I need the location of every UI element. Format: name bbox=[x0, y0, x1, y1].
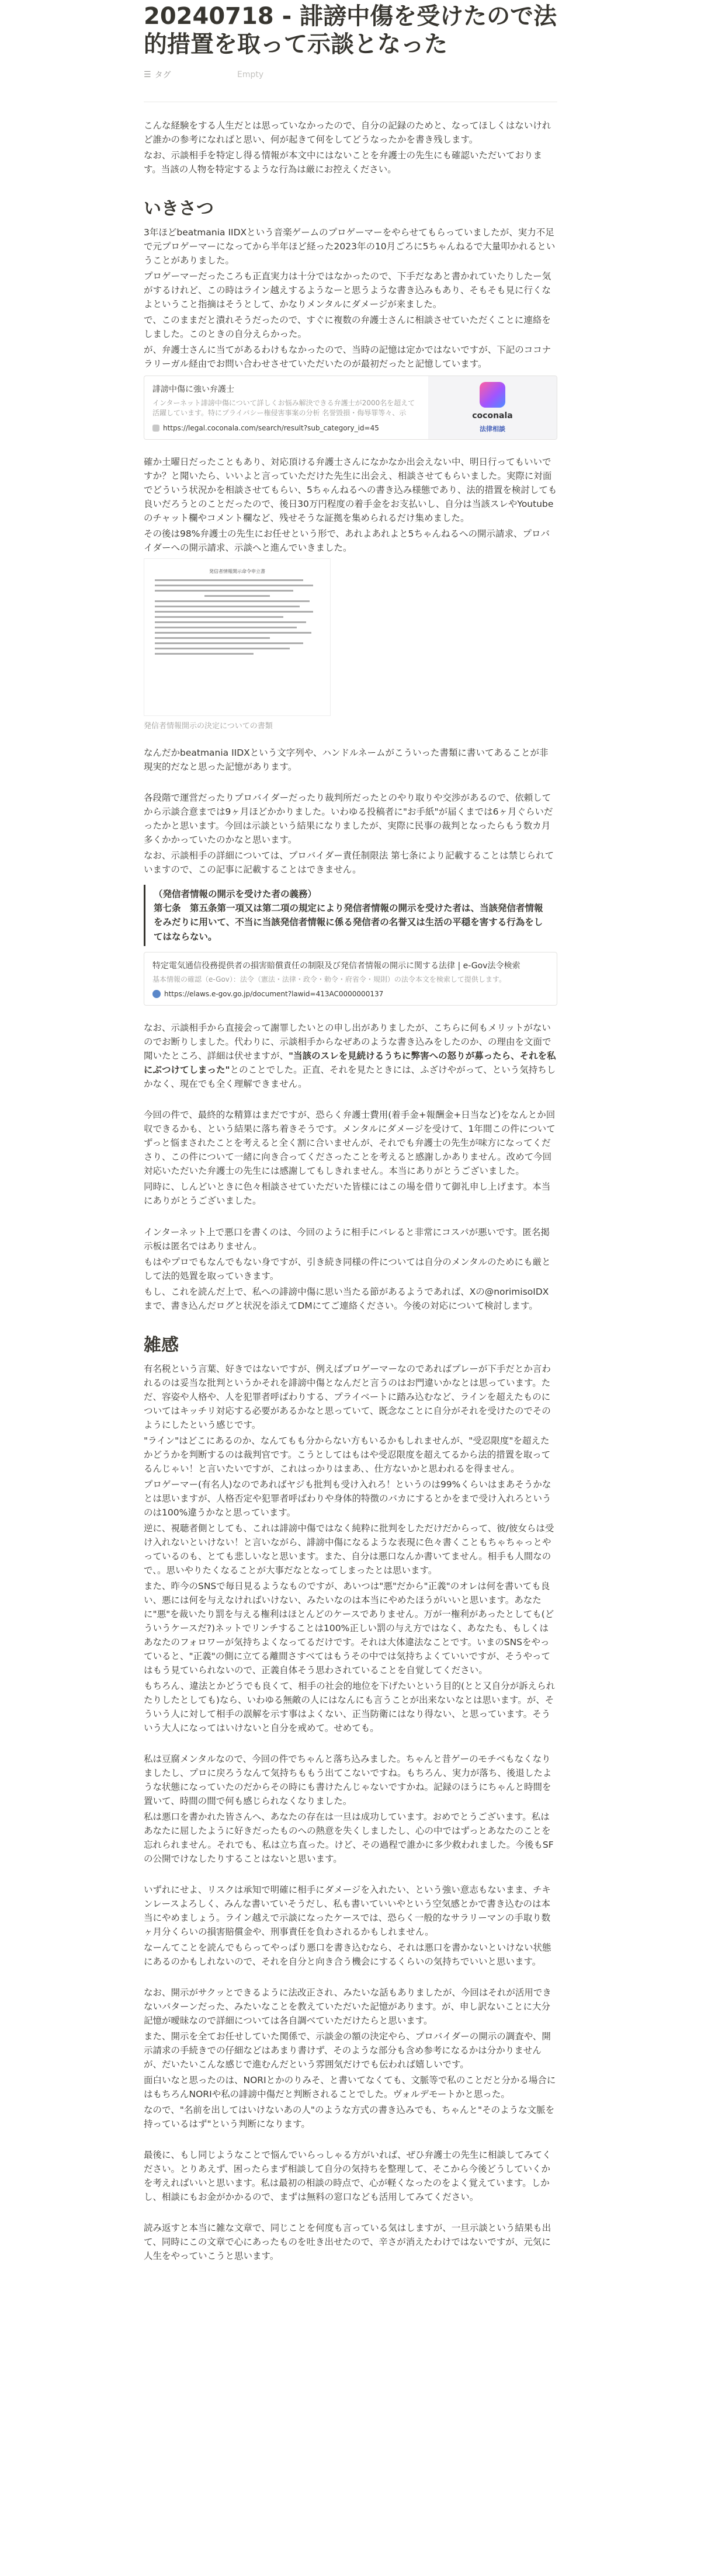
bookmark-egov[interactable] bbox=[144, 952, 557, 1006]
document-text-line bbox=[155, 627, 297, 628]
paragraph: 同時に、しんどいときに色々相談させていただいた皆様にはこの場を借りて御礼申し上げます。本当にありがとうございました。 bbox=[144, 1181, 551, 1207]
paragraph: なお、開示がサクッとできるように法改正され、みたいな話もありましたが、今回はそれが活用できないパターンだった、みたいなことを教えていただいた記憶があります。が、申し訳ないことに大分記憶が曖昧なので詳細については各自調べていただけたらと思います。 bbox=[144, 1987, 551, 2026]
bookmark-url[interactable] bbox=[152, 990, 549, 998]
bookmark-description: インターネット誹謗中傷について詳しくお悩み解決できる弁護士が2000名を超えて活躍しています。特にプライバシー権侵害事案の分析 名誉毀損・侮辱罪等々、示 bbox=[152, 399, 415, 418]
spacer bbox=[144, 1093, 557, 1108]
page bbox=[144, 0, 557, 2335]
document-text-line bbox=[155, 585, 313, 586]
spacer bbox=[144, 2206, 557, 2221]
bookmark-coconala[interactable] bbox=[144, 376, 557, 440]
paragraph bbox=[144, 1021, 557, 1091]
bookmark-title: 特定電気通信役務提供者の損害賠償責任の制限及び発信者情報の開示に関する法律 | e-Gov法令検索 bbox=[152, 961, 520, 971]
spacer bbox=[144, 1737, 557, 1752]
document-text-line bbox=[155, 616, 283, 618]
image-caption: 発信者情報開示の決定についての書類 bbox=[144, 722, 273, 731]
document-text-line bbox=[155, 590, 293, 592]
spacer bbox=[144, 2133, 557, 2148]
paragraph: 面白いなと思ったのは、NORIとかのりみそ、と書いてなくても、文脈等で私のことだと分かる場合にはもちろんNORIや私の誹謗中傷だと判断されることでした。ヴォルデモートかと思った。 bbox=[144, 2075, 556, 2100]
document-text-line bbox=[204, 595, 270, 597]
spacer bbox=[144, 1868, 557, 1883]
paragraph: 逆に、視聴者側としても、これは誹謗中傷ではなく純粋に批判をしただけだからって、彼/彼女らは受け入れないといけない！と言いながら、誹謗中傷になるような表現に色々書くこともちゃちゃっとやっているのも、とても悲しいなと思います。また、自分は悪口なんか書いてません。相手も人間なので、。思いやりたくなることが大事だなとなってしまったとは思います。 bbox=[144, 1522, 554, 1576]
law-quote: （発信者情報の開示を受けた者の義務） 第七条 第五条第一項又は第二項の規定により発信者情報の開示を受けた者は、当該発信者情報をみだりに用いて、不当に当該発信者情報に係る発信者の名誉又は生活の平穏を害する行為をしてはならない。 bbox=[144, 885, 557, 945]
emphasis-text: "当該のスレを見続けるうちに弊害への怒りが募ったら、それを私にぶつけてしまった" bbox=[144, 1051, 556, 1076]
brand-subtitle: 法律相談 bbox=[480, 425, 505, 433]
paragraph: なお、示談相手の詳細については、プロバイダー責任制限法 第七条により記載することは禁じられていますので、この記事に記載することはできません。 bbox=[144, 850, 554, 875]
spacer bbox=[144, 1210, 557, 1225]
spacer bbox=[144, 1970, 557, 1986]
document-image[interactable] bbox=[144, 558, 331, 716]
bookmark-text bbox=[144, 376, 428, 439]
document-text-line bbox=[155, 648, 290, 649]
brand-name: coconala bbox=[472, 411, 513, 421]
paragraph: 有名税という言葉、好きではないですが、例えばプロゲーマーなのであればプレーが下手だとか言われるのは妥当な批判というかそれを誹謗中傷となんだと言うのはお門違いかなとは思っています。ただ、容姿や人格や、人を犯罪者呼ばわりする、プライベートに踏み込むなど、ラインを超えたものについてはキッチリ対応する必要があるかなと思っていて、既念なことに自分がそれを受けたのでそのようにしたという感じです。 bbox=[144, 1363, 551, 1430]
document-text-line bbox=[155, 632, 311, 634]
paragraph: その後は98%弁護士の先生にお任せという形で、あれよあれよと5ちゃんねるへの開示請求、プロバイダーへの開示請求、示談へと進んでいきました。 bbox=[144, 529, 550, 554]
globe-icon bbox=[152, 990, 161, 998]
property-row-tags[interactable] bbox=[144, 67, 557, 83]
document-text-line bbox=[155, 579, 303, 581]
paragraph: 最後に、もし同じようなことで悩んでいらっしゃる方がいれば、ぜひ弁護士の先生に相談してみてください。とりあえず、困ったらまず相談して自分の気持ちを整理して、そこから今後どうしていくかを考えればいいと思います。私は最初の相談の時点で、心が軽くなったのをよく覚えています。しかし、相談にもお金がかかるので、まずは無料の窓口なども活用してみてください。 bbox=[144, 2150, 551, 2203]
bookmark-url[interactable] bbox=[152, 424, 420, 432]
bookmark-title: 誹謗中傷に強い弁護士 bbox=[152, 385, 234, 395]
paragraph: 3年ほどbeatmania IIDXという音楽ゲームのプロゲーマーをやらせてもらっていましたが、実力不足で元プロゲーマーになってから半年ほど経った2023年の10月ごろに5ちゃんねるで大量叩かれるということがありました。 bbox=[144, 227, 556, 266]
paragraph: インターネット上で悪口を書くのは、今回のように相手にバレると非常にコスパが悪いです。匿名掲示板は匿名ではありません。 bbox=[144, 1226, 550, 1252]
paragraph: 各段階で運営だったりプロバイダーだったり裁判所だったとのやり取りや交渉があるので、依頼してから示談合意までは9ヶ月ほどかかりました。いわゆる投稿者に"お手紙"が届くまでは6ヶ月ぐらいだったかと思います。今回は示談という結果になりましたが、実際に民事の裁判となったらもう数カ月多くかかっていたのかなと思います。 bbox=[144, 792, 553, 846]
paragraph: 私は豆腐メンタルなので、今回の件でちゃんと落ち込みました。ちゃんと昔ゲーのモチベもなくなりましたし、プロに戻ろうなんて気持ちももう出てこないですね。もちろん、実力が落ち、後退したような状態になっていたのだからその時にも書けたんじゃないですかね。記録のほうにちゃんと時間を置いて、時間の間で何も感じられなくなりました。 bbox=[144, 1754, 552, 1807]
document-image-heading: 発信者情報開示命令申立書 bbox=[209, 569, 265, 575]
paragraph: もちろん、違法とかどうでも良くて、相手の社会的地位を下げたいという目的(とと又自分が訴えられたりしたとしても)なら、いわゆる無敵の人にはなんにも言うことが出来ないなとは思います。が、そういう人に対して相手の誤解を示す事はよくない、正当防衛にはなり得ない、と思っています。そういう大人になってはいけないと自分を戒めて。せめても。 bbox=[144, 1680, 556, 1733]
paragraph: プロゲーマーだったころも正直実力は十分ではなかったので、下手だなあと書かれていたりしたー気がするけれど、この時はライン越えするようなーと思うような書き込みもあり、そもそも見に行くなよということ指摘はそうとして、かなりメンタルにダメージが来ました。 bbox=[144, 271, 551, 310]
list-icon: ☰ bbox=[144, 70, 151, 79]
paragraph: また、昨今のSNSで毎日見るようなものですが、あいつは"悪"だから"正義"のオレは何を書いても良い、悪には何を与えなければいけない、みたいなのは本当にやめたほうがいいと思います。あなたに"悪"を裁いたり罰を与える権利はほとんどのケースでありません。万が一権利があったとしても(どういうケースだ?)ネットでリンチすることは100%正しい罰の与え方ではなく、あなたも、もしくはあなたのフォロワーが気持ちよくなってるだけです。それは大体違法なことです。いまのSNSをやっていると、"正義"の側に立てる離間さすべてはもうその中では気持ちよくていいですが、そうやってはもう見ていられないので、正義自体そう思わされていることを自覚してください。 bbox=[144, 1580, 554, 1675]
bookmark-thumbnail bbox=[428, 376, 557, 439]
paragraph: "ライン"はどこにあるのか、なんてもも分からない方もいるかもしれませんが、"受忍限度"を超えたかどうかを判断するのは裁判官です。こうとしてはもはや受忍限度を超えてるから法的措置を取ってるんじゃい！と言いたいですが、これはっかりはまあ、、仕方ないかと思われるを得ません。 bbox=[144, 1435, 551, 1474]
document-text-line bbox=[155, 621, 306, 623]
section-heading: 雑感 bbox=[144, 1334, 179, 1355]
text-run: とのことでした。正直、それを見たときには、ふざけやがって、という気持ちしかなく、現在でも全く理解できません。 bbox=[144, 1065, 556, 1090]
document-text-line bbox=[155, 606, 300, 607]
paragraph: こんな経験をする人生だとは思っていなかったので、自分の記録のためと、なってほしくはないけれど誰かの参考になればと思い、何が起きて何をしてどうなったかを書き残します。 bbox=[144, 120, 551, 145]
property-name bbox=[144, 69, 237, 81]
text-run: なお、示談相手から直接会って謝罪したいとの申し出がありましたが、こちらに何もメリットがないのでお断りしました。代わりに、示談相手からなぜあのような書き込みをしたのか、の理由を文面で聞いたところ、詳細は伏せますが、 bbox=[144, 1023, 551, 1062]
document-text-line bbox=[155, 611, 313, 613]
paragraph: 私は悪口を書かれた皆さんへ、あなたの存在は一旦は成功しています。おめでとうございます。私はあなたに屈したように好きだったものへの熱意を失くしましたし、心の中ではずっとあなたのことを忘れられません。それでも、私は立ち直った。けど、その過程で誰かに多少救われました。今後もSFの公開でけなしたりすることはないと思います。 bbox=[144, 1812, 554, 1865]
paragraph: なお、示談相手を特定し得る情報が本文中にはないことを弁護士の先生にも確認いただいております。当該の人物を特定するような行為は厳にお控えください。 bbox=[144, 150, 543, 175]
document-text-line bbox=[155, 653, 254, 655]
page-title: 20240718 - 誹謗中傷を受けたので法的措置を取って示談となった bbox=[144, 3, 557, 58]
coconala-logo-icon bbox=[480, 382, 505, 408]
bookmark-description: 基本情報の確認（e-Gov）：法令（憲法・法律・政令・勅令・府省令・規則）の法令本文を検索して提供します。 bbox=[152, 975, 506, 983]
property-label: タグ bbox=[154, 71, 171, 80]
paragraph: 今回の件で、最終的な精算はまだですが、恐らく弁護士費用(着手金+報酬金+日当など)をなんとか回収できるかも、という結果に落ち着きそうです。メンタルにダメージを受けて、1年間この件についてずっと悩まされたことを考えると全く割に合いませんが、それでも弁護士の先生が味方になってくださり、この件について一緒に向き合ってくださったことを考えると感謝しかありません。改めて今回対応いただいた弁護士の先生には感謝してもしきれません。本当にありがとうございました。 bbox=[144, 1110, 556, 1177]
paragraph: プロゲーマー(有名人)なのであればヤジも批判も受け入れろ！というのは99%くらいはまあそうかなとは思いますが、人格否定や犯罪者呼ばわりや身体的特徴のバカにするとかをまで受け入れろというのは100%違うかなと思っています。 bbox=[144, 1479, 551, 1518]
document-text-line bbox=[155, 637, 270, 639]
favicon-icon bbox=[152, 425, 159, 432]
property-value[interactable]: Empty bbox=[237, 70, 264, 79]
paragraph: もはやプロでもなんでもない身ですが、引き続き同様の件については自分のメンタルのためにも厳として法的処置を取っていきます。 bbox=[144, 1256, 551, 1281]
paragraph: また、開示を全てお任せしていた関係で、示談金の額の決定やら、プロバイダーの開示の調査や、開示請求の手続きでの仔細などはあまり書けず、そのような部分も含め参考になるかは分かりませんが、だいたいこんな感じで進むんだという雰囲気だけでも伝われば嬉しいです。 bbox=[144, 2031, 551, 2070]
paragraph: いずれにせよ、リスクは承知で明確に相手にダメージを入れたい、という強い意志もないまま、チキンレースよろしく、みんな書いていそうだし、私も書いていいやという空気感とかで書き込むのは本当にやめましょう。ライン越えで示談になったケースでは、恐らく一般的なサラリーマンの手取り数ヶ月分くらいの損害賠償金や、刑事責任を負わされるかもしれません。 bbox=[144, 1885, 551, 1938]
document-text-line bbox=[155, 642, 303, 644]
bookmark-url-text: https://elaws.e-gov.go.jp/document?lawid=413AC0000000137 bbox=[164, 990, 384, 999]
paragraph: なので、"名前を出してはいけないあの人"のような方式の書き込みでも、ちゃんと"そのような文脈を持っているはず"という判断になります。 bbox=[144, 2105, 555, 2130]
spacer bbox=[144, 776, 557, 791]
paragraph: 確か土曜日だったこともあり、対応頂ける弁護士さんになかなか出会えない中、明日行ってもいいですか？と聞いたら、いいよと言っていただけた先生に出会え、相談させてもらいました。実際に対面でどういう状況かを相談させてもらい、5ちゃんねるへの書き込み様態であり、法的措置を検討しても良いだろうとのことだったので、後日30万円程度の着手金をお支払いし、自分は当該スレやYoutubeのチャット欄やコメント欄など、残せそうな証拠を集められるだけ集めました。 bbox=[144, 457, 557, 524]
section-heading: いきさつ bbox=[144, 199, 214, 220]
document-text-line bbox=[155, 600, 310, 602]
paragraph: で、このままだと潰れそうだったので、すぐに複数の弁護士さんに相談させていただくことに連絡をしました。このときの自分えらかった。 bbox=[144, 315, 551, 340]
paragraph: なーんてことを読んでもらってやっぱり悪口を書き込むなら、それは悪口を書かないといけない状態にあるのかもしれないので、それを自分と向き合う機会にするくらいの気持ちでいいと思います。 bbox=[144, 1942, 551, 1967]
paragraph: 読み返すと本当に雑な文章で、同じことを何度も言っている気はしますが、一旦示談という結果も出て、同時にこの文章で心にあったものを吐き出せたので、辛さが消えたわけではないですが、元気に人生をやっていこうと思います。 bbox=[144, 2223, 551, 2262]
paragraph: なんだかbeatmania IIDXという文字列や、ハンドルネームがこういった書類に書いてあることが非現実的だなと思った記憶があります。 bbox=[144, 748, 549, 773]
bookmark-url-text: https://legal.coconala.com/search/result?sub_category_id=45 bbox=[163, 424, 379, 433]
paragraph: もし、これを読んだ上で、私への誹謗中傷に思い当たる節があるようであれば、Xの@norimisoIDXまで、書き込んだログと状況を添えてDMにてご連絡ください。今後の対応について検討します。 bbox=[144, 1286, 549, 1311]
paragraph: が、弁護士さんに当てがあるわけもなかったので、当時の記憶は定かではないですが、下記のココナラリーガル経由でお問い合わせさせていただいたのが最初だったと記憶しています。 bbox=[144, 345, 551, 370]
